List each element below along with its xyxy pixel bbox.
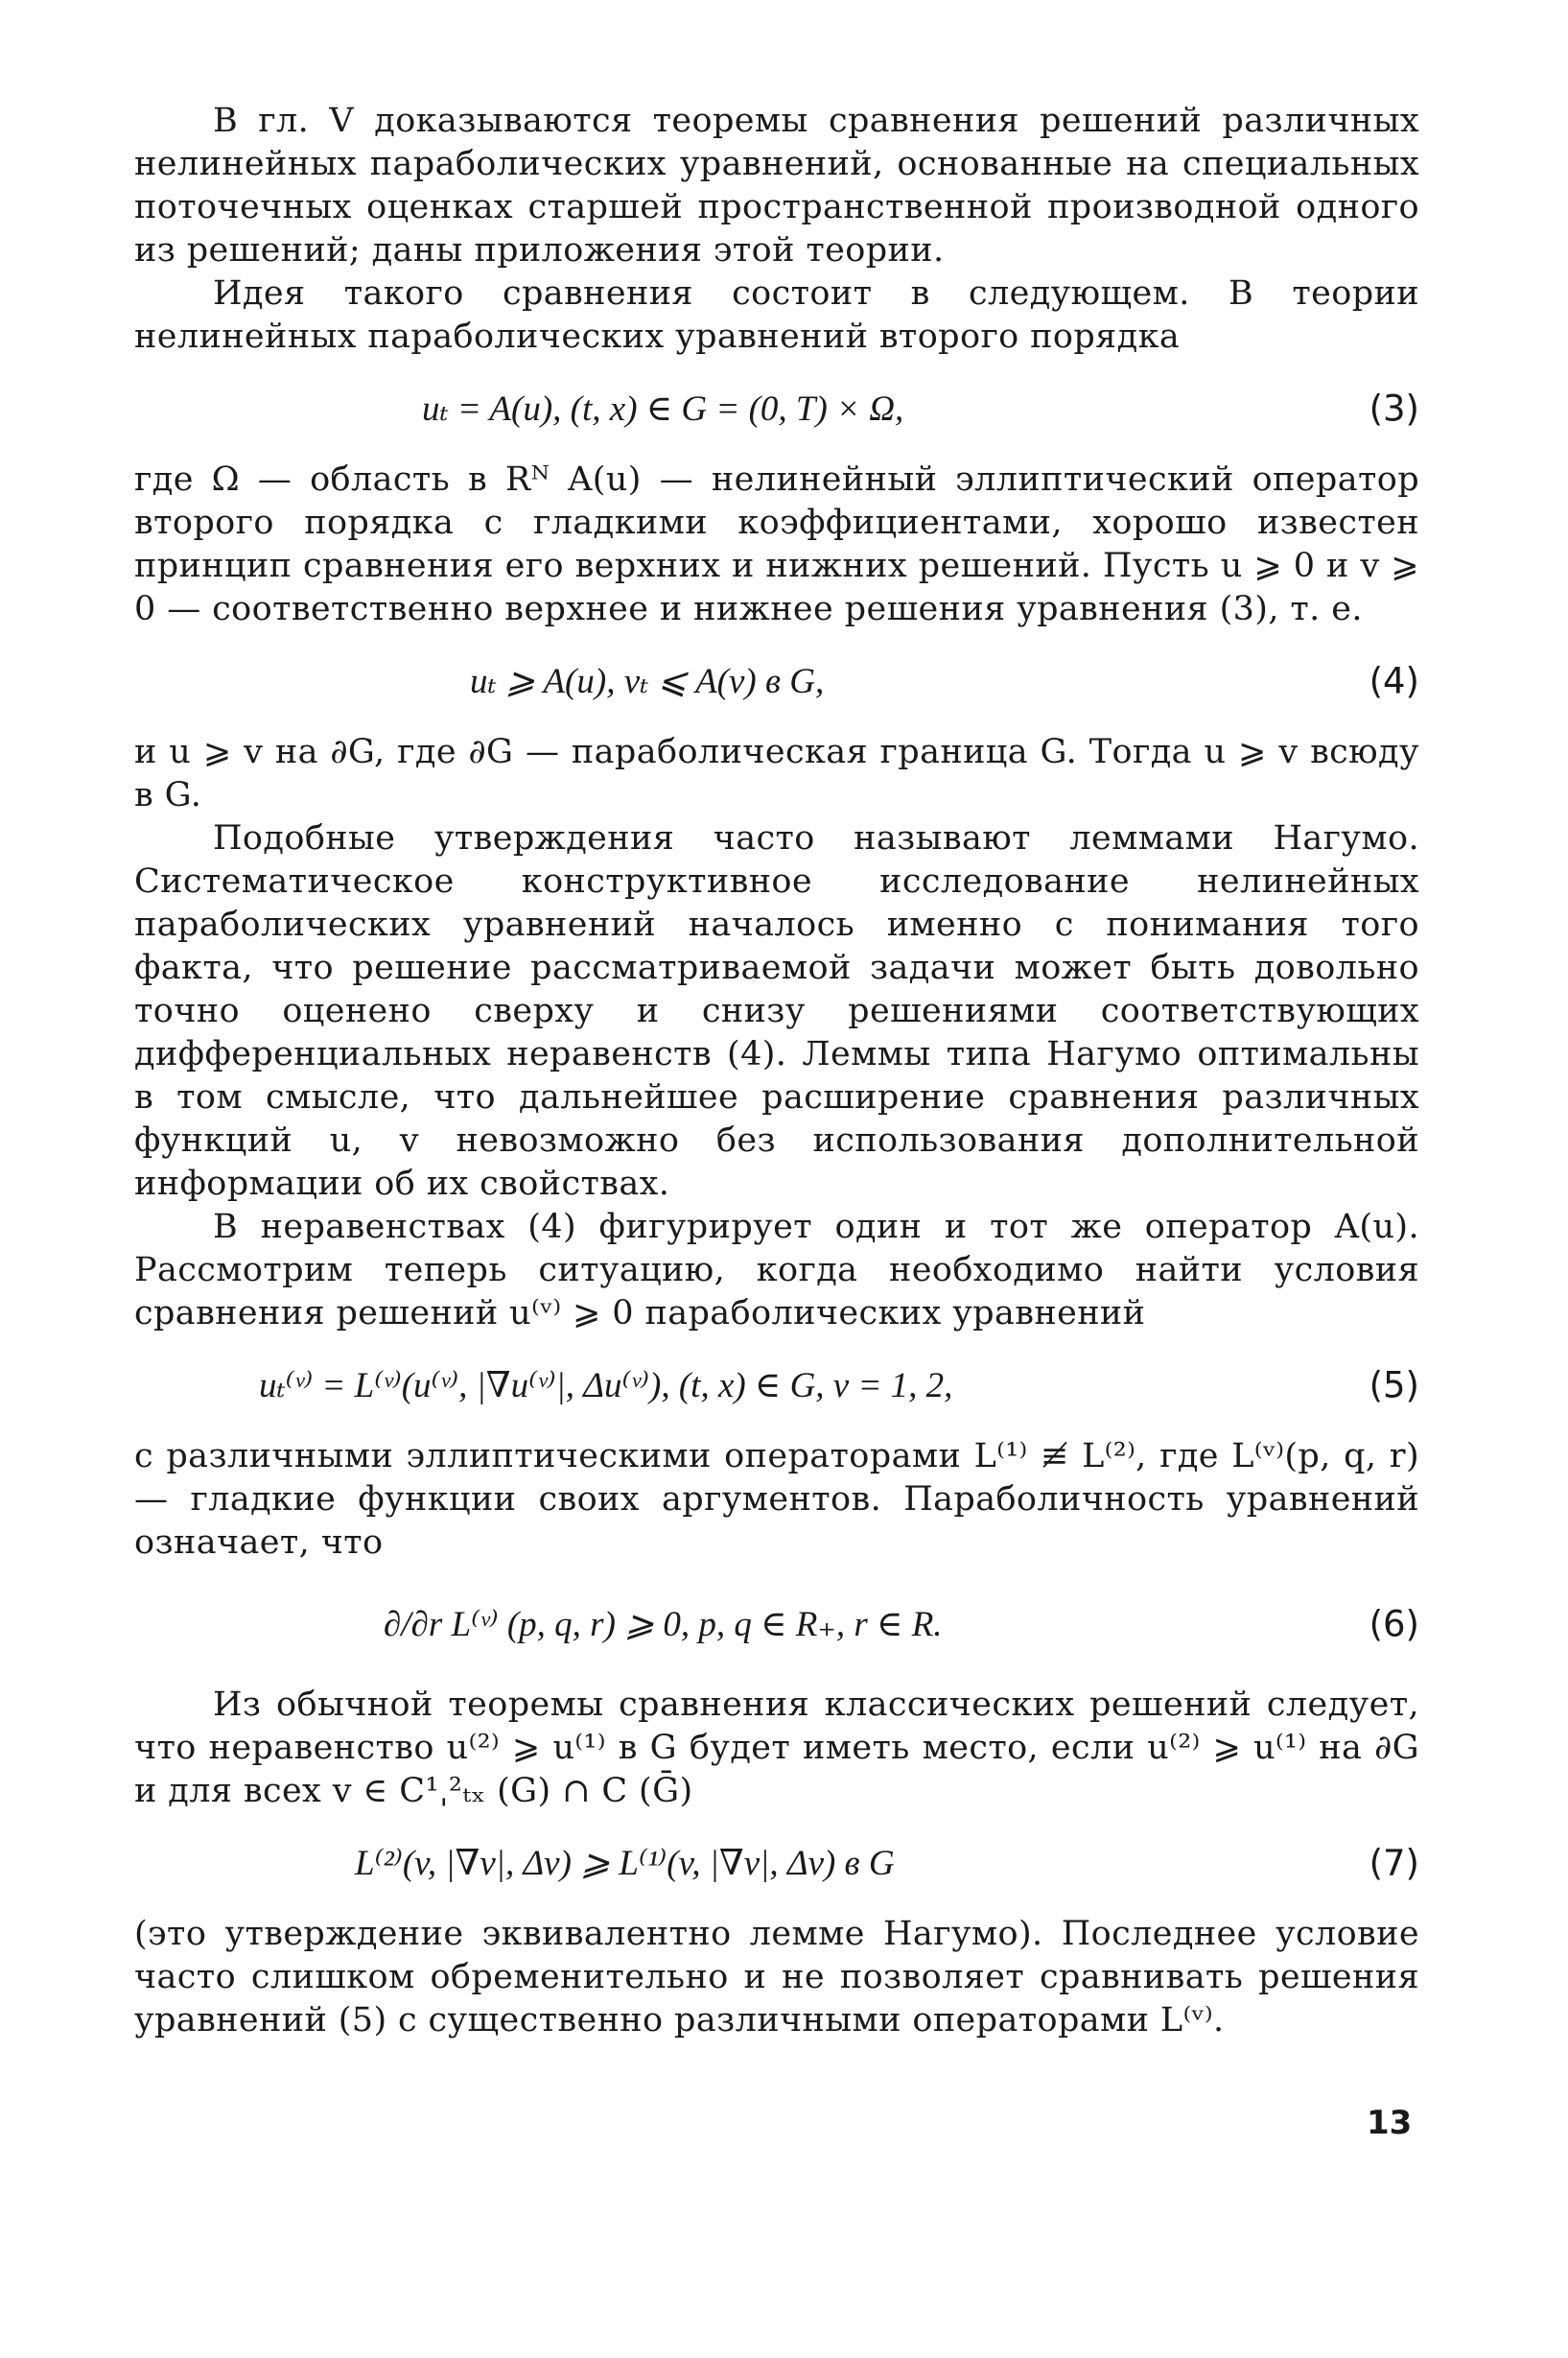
paragraph-1: В гл. V доказываются теоремы сравнения решений различных нелинейных параболических уравнений, основанные на специальных поточечных оценках старшей пространственной производной одного из решений; даны приложения этой теории. [134,102,1419,270]
paragraph-4: и u ⩾ v на ∂G, где ∂G — параболическая граница G. Тогда u ⩾ v всюду в G. [134,733,1419,814]
paragraph-8: Из обычной теоремы сравнения классических решений следует, что неравенство u⁽²⁾ ⩾ u⁽¹⁾ в G будет иметь место, если u⁽²⁾ ⩾ u⁽¹⁾ на ∂G и для всех v ∈ C¹ˌ²ₜₓ (G) ∩ C (Ḡ) [134,1686,1419,1810]
equation-7-formula: L⁽²⁾(v, |∇v|, Δv) ⩾ L⁽¹⁾(v, |∇v|, Δv) в G [355,1844,895,1883]
page-number: 13 [1367,2104,1413,2142]
equation-5-formula: uₜ⁽ᵛ⁾ = L⁽ᵛ⁾(u⁽ᵛ⁾, |∇u⁽ᵛ⁾|, Δu⁽ᵛ⁾), (t, x) ∈ G, ν = 1, 2, [259,1366,953,1405]
equation-7-number: (7) [1369,1842,1419,1884]
equation-3-formula: uₜ = A(u), (t, x) ∈ G = (0, T) × Ω, [422,389,904,429]
paragraph-9: (это утверждение эквивалентно лемме Нагумо). Последнее условие часто слишком обременительно и не позволяет сравнивать решения уравнений (5) с существенно различными операторами L⁽ᵛ⁾. [134,1915,1419,2040]
equation-6-number: (6) [1369,1603,1419,1645]
page-body [134,100,1419,2042]
equation-4 [134,637,1419,725]
equation-4-formula: uₜ ⩾ A(u), vₜ ⩽ A(v) в G, [470,662,825,701]
paragraph-6: В неравенствах (4) фигурирует один и тот же оператор A(u). Рассмотрим теперь ситуацию, когда необходимо найти условия сравнения решений u⁽ᵛ⁾ ⩾ 0 параболических уравнений [134,1208,1419,1332]
paragraph-3: где Ω — область в Rᴺ A(u) — нелинейный эллиптический оператор второго порядка с гладкими коэффициентами, хорошо известен принцип сравнения его верхних и нижних решений. Пусть u ⩾ 0 и v ⩾ 0 — соответственно верхнее и нижнее решения уравнения (3), т. е. [134,460,1419,628]
equation-5-number: (5) [1369,1364,1419,1406]
equation-3 [134,365,1419,453]
paragraph-2: Идея такого сравнения состоит в следующем. В теории нелинейных параболических уравнений второго порядка [134,274,1419,356]
equation-4-number: (4) [1369,660,1419,702]
paragraph-7: с различными эллиптическими операторами L⁽¹⁾ ≢ L⁽²⁾, где L⁽ᵛ⁾(p, q, r) — гладкие функции своих аргументов. Параболичность уравнений означает, что [134,1437,1419,1562]
equation-7 [134,1819,1419,1907]
paragraph-5: Подобные утверждения часто называют леммами Нагумо. Систематическое конструктивное исследование нелинейных параболических уравнений началось именно с понимания того факта, что решение рассматриваемой задачи может быть довольно точно оценено сверху и снизу решениями соответствующих дифференциальных неравенств (4). Леммы типа Нагумо оптимальны в том смысле, что дальнейшее расширение сравнения различных функций u, v невозможно без использования дополнительной информации об их свойствах. [134,819,1419,1203]
equation-5 [134,1341,1419,1429]
equation-6-formula: ∂/∂r L⁽ᵛ⁾ (p, q, r) ⩾ 0, p, q ∈ R₊, r ∈ R. [384,1605,943,1644]
equation-6 [134,1570,1419,1678]
equation-3-number: (3) [1369,388,1419,430]
